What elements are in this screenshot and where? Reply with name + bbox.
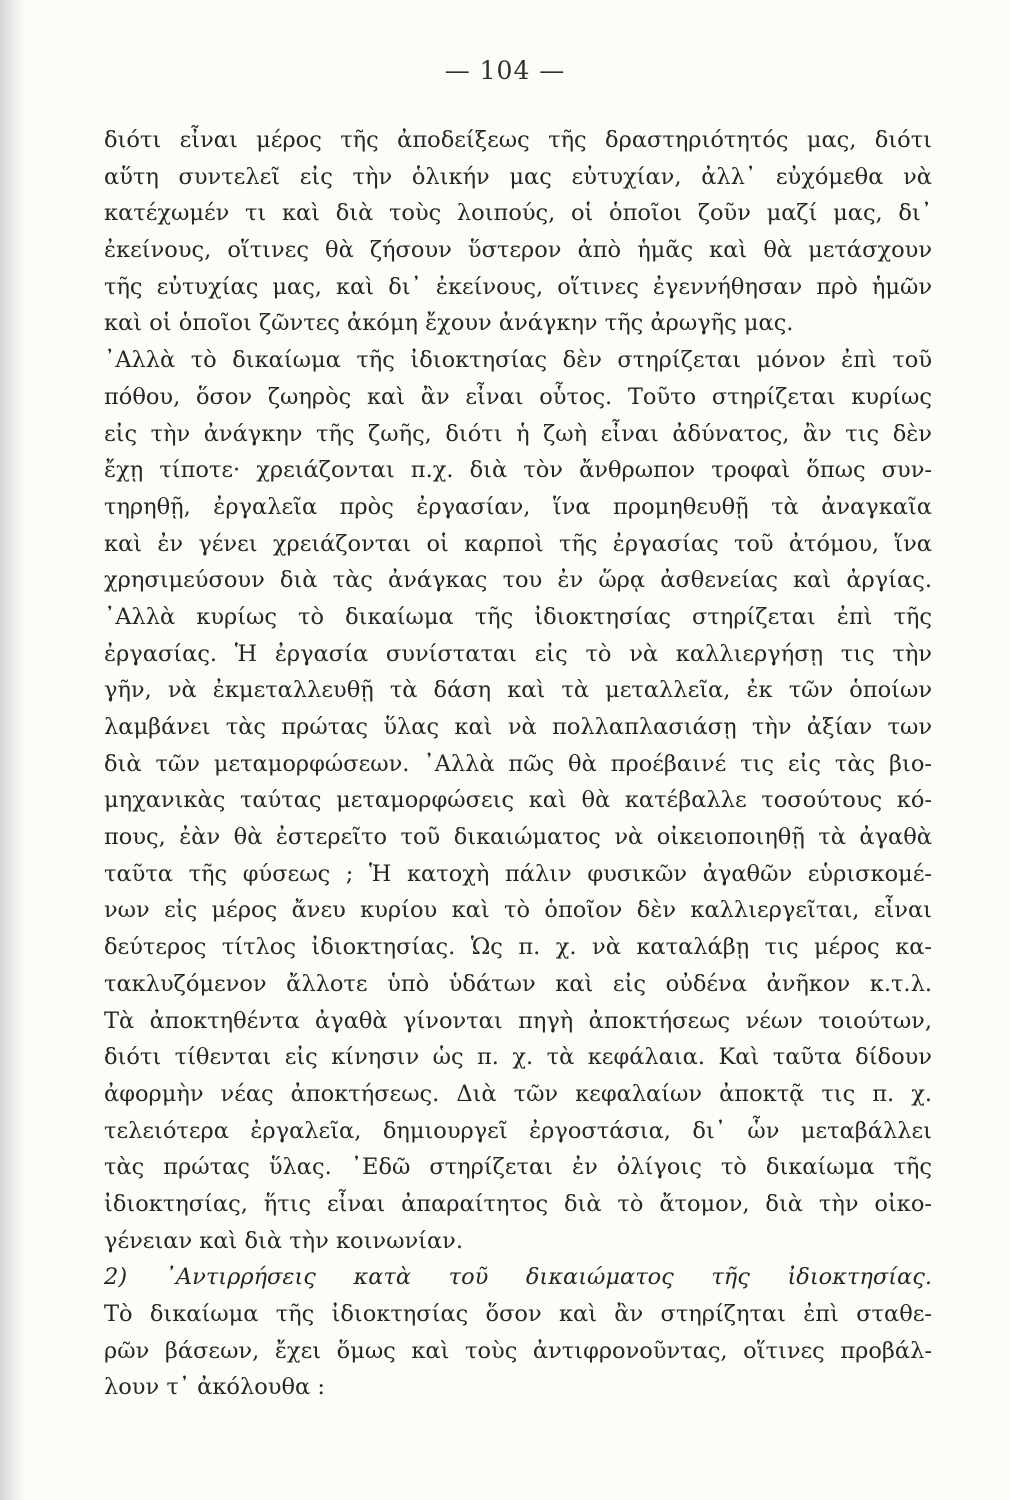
text-line: ἀφορμὴν νέας ἀποκτήσεως. Διὰ τῶν κεφαλαίων ἀποκτᾷ τις π. χ. [104,1080,932,1107]
text-line: Τὸ δικαίωμα τῆς ἰδιοκτησίας ὅσον καὶ ἂν στηρίζηται ἐπὶ σταθε- [104,1301,932,1327]
text-line: ἰδιοκτησίας, ἥτις εἶναι ἀπαραίτητος διὰ τὸ ἄτομον, διὰ τὴν οἰκο- [104,1190,932,1217]
text-line: μηχανικὰς ταύτας μεταμορφώσεις καὶ θὰ κατέβαλλε τοσούτους κό- [104,787,932,814]
text-line: τὰς πρώτας ὕλας. ᾽Εδῶ στηρίζεται ἐν ὀλίγοις τὸ δικαίωμα τῆς [104,1154,932,1181]
text-line: ἔχῃ τίποτε· χρειάζονται π.χ. διὰ τὸν ἄνθρωπον τροφαὶ ὅπως συν- [104,457,932,484]
text-line: ἐκείνους, οἵτινες θὰ ζήσουν ὕστερον ἀπὸ ἡμᾶς καὶ θὰ μετάσχουν [104,237,932,264]
body-text [104,122,932,1406]
text-line: δεύτερος τίτλος ἰδιοκτησίας. Ὡς π. χ. νὰ καταλάβῃ τις μέρος κα- [104,934,932,961]
binding-shadow [0,0,26,1500]
text-line: πους, ἐὰν θὰ ἐστερεῖτο τοῦ δικαιώματος νὰ οἰκειοποιηθῇ τὰ ἀγαθὰ [104,824,932,851]
text-line: τελειότερα ἐργαλεῖα, δημιουργεῖ ἐργοστάσια, δι᾽ ὧν μεταβάλλει [104,1117,932,1144]
text-line: τῆς εὐτυχίας μας, καὶ δι᾽ ἐκείνους, οἵτινες ἐγεννήθησαν πρὸ ἡμῶν [104,273,932,300]
section-number: 2) [104,1264,128,1291]
page-number: — 104 — [444,56,566,85]
text-line: διότι εἶναι μέρος τῆς ἀποδείξεως τῆς δραστηριότητός μας, διότι [104,127,932,153]
text-line: γῆν, νὰ ἐκμεταλλευθῇ τὰ δάση καὶ τὰ μεταλλεῖα, ἐκ τῶν ὁποίων [104,677,932,704]
text-line: γένειαν καὶ διὰ τὴν κοινωνίαν. [104,1227,463,1254]
text-line: νων εἰς μέρος ἄνευ κυρίου καὶ τὸ ὁποῖον δὲν καλλιεργεῖται, εἶναι [104,897,932,924]
text-line: καὶ ἐν γένει χρειάζονται οἱ καρποὶ τῆς ἐργασίας τοῦ ἀτόμου, ἵνα [104,530,932,557]
text-line: Τὰ ἀποκτηθέντα ἀγαθὰ γίνονται πηγὴ ἀποκτήσεως νέων τοιούτων, [104,1007,932,1034]
section-heading [104,1259,932,1296]
text-line: ᾽Αλλὰ τὸ δικαίωμα τῆς ἰδιοκτησίας δὲν στηρίζεται μόνον ἐπὶ τοῦ [104,347,932,374]
text-line: εἰς τὴν ἀνάγκην τῆς ζωῆς, διότι ἡ ζωὴ εἶναι ἀδύνατος, ἂν τις δὲν [104,420,932,447]
text-line: τηρηθῇ, ἐργαλεῖα πρὸς ἐργασίαν, ἵνα προμηθευθῇ τὰ ἀναγκαῖα [104,493,932,520]
text-line: αὕτη συντελεῖ εἰς τὴν ὁλικήν μας εὐτυχίαν, ἀλλ᾽ εὐχόμεθα νὰ [104,163,932,190]
text-line: ἐργασίας. Ἡ ἐργασία συνίσταται εἰς τὸ νὰ καλλιεργήσῃ τις τὴν [104,640,932,667]
text-line: χρησιμεύσουν διὰ τὰς ἀνάγκας του ἐν ὥρᾳ ἀσθενείας καὶ ἀργίας. [104,567,932,594]
text-line: λουν τ᾽ ἀκόλουθα : [104,1374,325,1401]
text-line: λαμβάνει τὰς πρώτας ὕλας καὶ νὰ πολλαπλασιάσῃ τὴν ἀξίαν των [104,714,932,740]
text-line: διὰ τῶν μεταμορφώσεων. ᾽Αλλὰ πῶς θὰ προέβαινέ τις εἰς τὰς βιο- [104,750,932,777]
text-line: κατέχωμέν τι καὶ διὰ τοὺς λοιπούς, οἱ ὁποῖοι ζοῦν μαζί μας, δι᾽ [104,200,932,227]
text-line: πόθου, ὅσον ζωηρὸς καὶ ἂν εἶναι οὗτος. Τοῦτο στηρίζεται κυρίως [104,383,932,410]
text-line: καὶ οἱ ὁποῖοι ζῶντες ἀκόμη ἔχουν ἀνάγκην τῆς ἀρωγῆς μας. [104,310,794,337]
text-line: ρῶν βάσεων, ἔχει ὅμως καὶ τοὺς ἀντιφρονοῦντας, οἵτινες προβάλ- [104,1337,932,1364]
text-line: ταῦτα τῆς φύσεως ; Ἡ κατοχὴ πάλιν φυσικῶν ἀγαθῶν εὑρισκομέ- [104,860,932,887]
section-title: ᾽Αντιρρήσεις κατὰ τοῦ δικαιώματος τῆς ἰδιοκτησίας. [164,1264,933,1291]
text-line: ᾽Αλλὰ κυρίως τὸ δικαίωμα τῆς ἰδιοκτησίας στηρίζεται ἐπὶ τῆς [104,603,932,630]
text-line: τακλυζόμενον ἄλλοτε ὑπὸ ὑδάτων καὶ εἰς οὐδένα ἀνῆκον κ.τ.λ. [104,970,932,997]
text-line: διότι τίθενται εἰς κίνησιν ὡς π. χ. τὰ κεφάλαια. Καὶ ταῦτα δίδουν [104,1044,932,1071]
